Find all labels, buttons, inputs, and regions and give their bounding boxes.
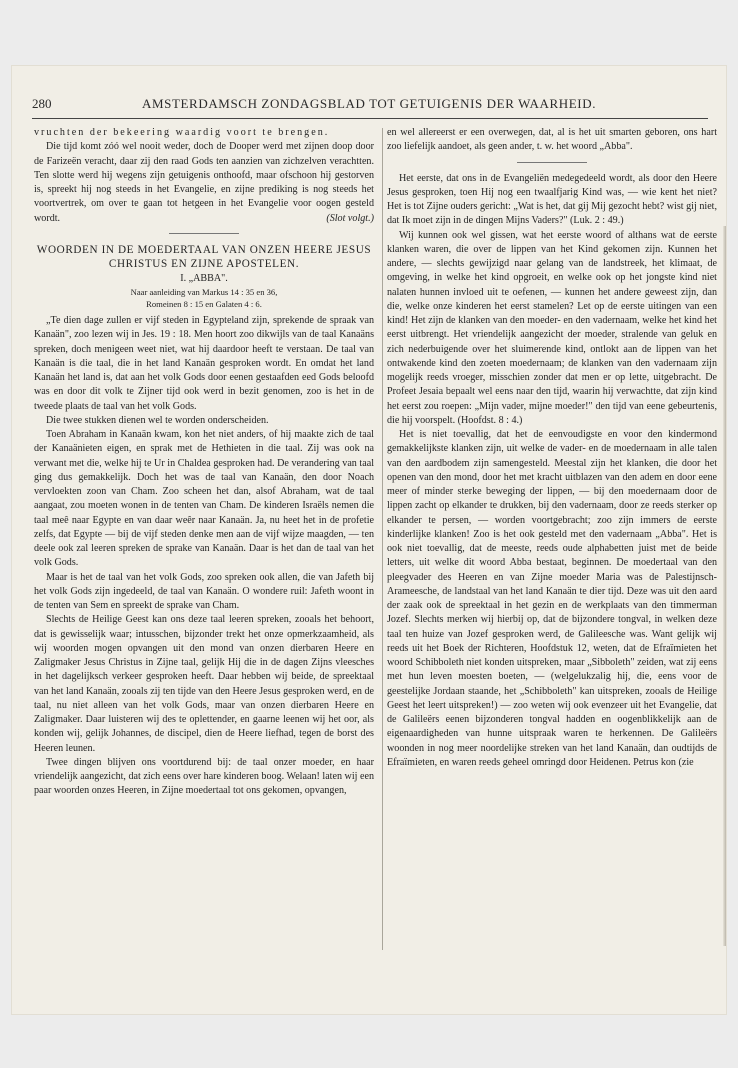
article-note xyxy=(34,286,374,310)
intro-paragraph-text: Die tijd komt zóó wel nooit weder, doch de Dooper werd met zijnen doop door de Farizeën veracht, daar zij den raad Gods ten aanzien van zichzelven verachtten. Ten slotte werd hij wegens zijn getuigenis onthoofd, maar ofschoon hij gestorven is, spreekt hij nog steeds in het Evangelie, en zijne prediking is nog steeds het voortvertrek, om over te gaan tot hetgeen in het Evangelie voor oogen gesteld wordt. xyxy=(34,141,374,224)
slot-volgt: (Slot volgt.) xyxy=(326,212,374,224)
book-page xyxy=(12,66,726,1014)
left-column xyxy=(34,126,374,799)
paragraph: Het is niet toevallig, dat het de eenvoudigste en voor den kindermond gemakkelijkste klanken zijn, uit welke de vader- en de moedernaam in alle talen van den aardbodem zijn samengesteld. Meestal zijn het klanken, die door het openen van den mond, door het met kracht uitblazen van den adem en door eene meer of minder sterke beweging der lippen, — bij den moedernaam door de lippen zacht op elkander te drukken, bij den vadernaam, door ze reeds sterker op elkander te persen, — worden voortgebracht; zoo zijn immers de eerste kinderlijke klanken! Zoo is het ook gesteld met den vadernaam „Abba". Het is ook niet toevallig, dat de meeste, reeds oude alphabetten juist met de beide letters, uit welke dit woord Abba bestaat, beginnen. De moedertaal van den pleegvader des Heeren en van Zijne moeder Maria was de Palestijnsch-Arameesche, de landstaal van het land Kanaän te dier tijd. Deze was uit den aard der zaak ook de spreektaal in het gezin en de werkplaats van den timmerman Jozef. Slechts merken wij hierbij op, dat de bijzondere tongval, in welken deze taal ten huize van Jozef gesproken werd, de Galileesche was. Want gelijk wij reeds uit het Boek der Richteren, Hoofdstuk 12, weten, dat de Efraïmieten het woord Schibboleth niet konden uitspreken, maar „Sibboleth" zeiden, wat zij eens met hun leven moesten boeten, — (welgelukzalig hij, die, eens voor de geestelijke Jordaan staande, het „Schibboleth" kan uitspreken, zooals de Heilige Geest het leert uitspreken!) — zoo weten wij ook evenzeer uit het Evangelie, dat de Galileërs eenen bijzonderen tongval hadden en oogenblikkelijk aan de eigenaardigheden van hunne uitspraak waren te herkennen. De Galileërs woonden in nog meer noordelijke streken van het land Kanaän, dan oudtijds de Efraïmieten, en waren reeds geheel omringd door Heidenen. Petrus kon (zie xyxy=(387,429,717,768)
paragraph: Maar is het de taal van het volk Gods, zoo spreken ook allen, die van Jafeth bij het volk Gods zijn ingedeeld, de taal van Kanaän. O wondere ruil: Jafeth woont in de tenten van Sem en spreekt de sprake van Cham. xyxy=(34,571,374,611)
header-rule xyxy=(32,118,708,119)
page-number: 280 xyxy=(32,96,52,111)
running-title: AMSTERDAMSCH ZONDAGSBLAD TOT GETUIGENIS DER WAARHEID. xyxy=(142,96,597,111)
intro-paragraph xyxy=(34,140,374,226)
article-note-line-1: Naar aanleiding van Markus 14 : 35 en 36, xyxy=(130,287,278,297)
paragraph: Toen Abraham in Kanaän kwam, kon het niet anders, of hij maakte zich de taal der Kanaänieten eigen, en sprak met de Hethieten in die taal. Zij was ook na verwant met die, welke hij te Ur in Chaldea gesproken had. De verandering van taal ging dus gemakkelijk. Doch het was de taal van Kanaän, den door Noach vervloekten zoon van Cham. Zoo scheen het dan, alsof Abraham, wat de taal aangaat, zou moeten wonen in de tenten van Cham. De kinderen Israëls nemen die taal meê naar Egypte en van daar weêr naar Kanaän. Ja, nu heet het in de profetie zelfs, dat Egypte — bij de vijf steden denke men aan de vijf wijze maagden, — ten deele ook zal leeren spreken de sprake van Kanaän. Daar is het dan de taal van het volk Gods. xyxy=(34,429,374,569)
intro-line: vruchten der bekeering waardig voort te brengen. xyxy=(34,127,330,138)
page-header xyxy=(32,96,708,116)
section-rule xyxy=(169,233,239,234)
section-rule xyxy=(517,162,587,163)
paragraph: Het eerste, dat ons in de Evangeliën medegedeeld wordt, als door den Heere Jesus gesproken, toen Hij nog een twaalfjarig Kind was, — wie kent het niet? Het is tot Zijne ouders gericht: „Wat is het, dat gij Mij gezocht hebt? wist gij niet, dat Ik moet zijn in de dingen Mijns Vaders?" (Luk. 2 : 49.) xyxy=(387,172,717,227)
paragraph: Twee dingen blijven ons voortdurend bij: de taal onzer moeder, en haar vriendelijk aangezicht, dat zich eens over hare kinderen boog. Welaan! laten wij een paar woorden onzes Heeren, in Zijne moedertaal tot ons gekomen, opvangen, xyxy=(34,756,374,797)
article-note-line-2: Romeinen 8 : 15 en Galaten 4 : 6. xyxy=(146,299,262,309)
page-edge-shadow xyxy=(723,226,726,946)
paragraph: „Te dien dage zullen er vijf steden in Egypteland zijn, sprekende de spraak van Kanaän", zoo lezen wij in Jes. 19 : 18. Men hoort zoo dikwijls van de taal Kanaäns spreken, doch menigeen weet niet, wat hij daardoor heeft te verstaan. De taal van Kanaän is die taal, die in het land Kanaän gesproken wordt. En omdat het land Kanaän het land is, dat aan het volk Gods door eenen gestaafden eed Gods beloofd was en door dit volk te Zijner tijd ook werd in bezit genomen, zoo is het in de tweede plaats de taal van het volk Gods. xyxy=(34,315,374,412)
paragraph: Wij kunnen ook wel gissen, wat het eerste woord of althans wat de eerste klanken waren, die over de lippen van het Kind gekomen zijn. Kunnen het andere, — slechts gewijzigd naar gelang van de landstreek, het klimaat, de omgeving, in welke het kind opgroeit, en welke ook op het jongste kind niet nalaten hunnen invloed uit te oefenen, — kunnen het andere geweest zijn, dan die, welke onze kinderen het eerst stamelen? Let op de eerste uitingen van een kind! Het zijn de klanken van den moeder- en den vadernaam, welke het kind het eerst uitbrengt. Het vriendelijk aangezicht der moeder, stralende van geluk en zich nederbuigende over het sluimerende kind, ontlokt aan de lippen van het ontwakende kind den zoeten moedernaam; de klanken van den vadernaam zijn mogelijk reeds vroeger, misschien zonder dat men er op lette, uitgebracht. De Profeet Jesaia bepaalt wel eens naar den tijd, waarin hij verwachtte, dat zijn kind het eerst zou roepen: „Mijn vader, mijne moeder!" den tijd van eene gebeurtenis, die hij voorspelt. (Hoofdst. 8 : 4.) xyxy=(387,229,717,426)
paragraph: Slechts de Heilige Geest kan ons deze taal leeren spreken, zooals het behoort, dat is gewisselijk waar; intusschen, bijzonder trekt het onze opmerkzaamheid, als wij woorden mogen opvangen uit den mond van onzen dierbaren Heere en Zaligmaker Jesus Christus in Zijne taal, gelijk Hij die in de dagen Zijns vleesches in het dagelijksch verkeer gesproken heeft. Daar hebben wij beide, de spreektaal van het land Kanaän, zooals zij ten tijde van den Heere Jesus gesproken werd, en de taal, nu niet alleen van het volk Gods, maar van onzen dierbaren Heere en Zaligmaker. Daar luisteren wij des te oplettender, en gaarne leenen wij het oor, als konden wij, gelijk Johannes, de discipel, dien de Heere liefhad, tegen de borst des Heeren leunen. xyxy=(34,614,374,754)
article-title: WOORDEN IN DE MOEDERTAAL VAN ONZEN HEERE JESUS CHRISTUS EN ZIJNE APOSTELEN. xyxy=(36,243,372,270)
article-subtitle: I. „ABBA". xyxy=(180,272,228,284)
column-divider xyxy=(382,128,383,950)
right-column xyxy=(387,126,717,770)
paragraph: en wel allereerst er een overwegen, dat, al is het uit smarten geboren, ons hart zoo liefelijk aandoet, als geen ander, t. w. het woord „Abba". xyxy=(387,127,717,153)
paragraph: Die twee stukken dienen wel te worden onderscheiden. xyxy=(46,414,269,426)
